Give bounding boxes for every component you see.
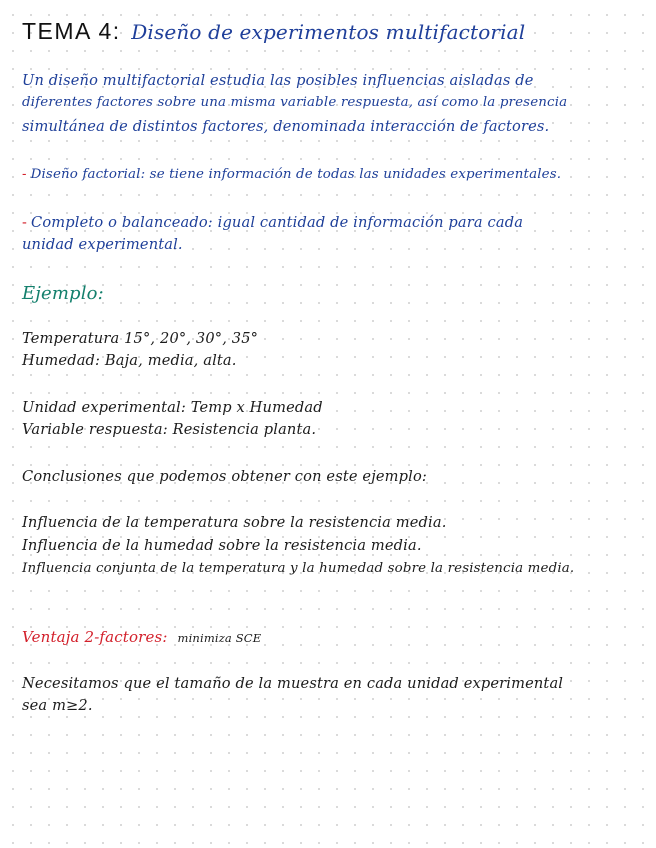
title-prefix: TEMA 4:: [22, 18, 121, 44]
requirement-line-1: Necesitamos que el tamaño de la muestra en cada unidad experimental: [22, 675, 564, 692]
advantage-note: minimiza SCE: [177, 631, 262, 645]
title-subject: Diseño de experimentos multifactorial: [131, 20, 526, 44]
bullet-dash: -: [22, 166, 27, 181]
definition-balanced-line-2: unidad experimental.: [22, 236, 183, 253]
conclusion-item: Influencia de la humedad sobre la resistencia media.: [22, 537, 422, 554]
conclusions-intro: Conclusiones que podemos obtener con este ejemplo:: [22, 468, 427, 485]
bullet-dash: -: [22, 215, 28, 231]
definition-balanced-line-1: [22, 214, 523, 231]
advantage-line: [22, 627, 261, 646]
page-title: [22, 18, 525, 45]
example-response: Variable respuesta: Resistencia planta.: [22, 421, 317, 438]
intro-line-1: Un diseño multifactorial estudia las posibles influencias aisladas de: [22, 72, 534, 89]
example-humidity: Humedad: Baja, media, alta.: [22, 352, 237, 369]
intro-line-2: diferentes factores sobre una misma variable respuesta, así como la presencia: [22, 95, 568, 110]
requirement-line-2: sea m≥2.: [22, 697, 93, 714]
definition-balanced-text: Completo o balanceado: igual cantidad de información para cada: [31, 214, 524, 231]
conclusion-item: Influencia de la temperatura sobre la resistencia media.: [22, 514, 447, 531]
definition-factorial: [22, 166, 561, 182]
example-unit: Unidad experimental: Temp x Humedad: [22, 399, 323, 416]
definition-factorial-text: Diseño factorial: se tiene información de todas las unidades experimentales.: [30, 167, 562, 182]
advantage-label: Ventaja 2-factores:: [22, 628, 168, 646]
example-temperature: Temperatura 15°, 20°, 30°, 35°: [22, 330, 259, 347]
example-heading: Ejemplo:: [22, 283, 104, 304]
intro-line-3: simultánea de distintos factores, denominada interacción de factores.: [22, 118, 550, 135]
conclusion-item: Influencia conjunta de la temperatura y la humedad sobre la resistencia media.: [22, 561, 575, 576]
